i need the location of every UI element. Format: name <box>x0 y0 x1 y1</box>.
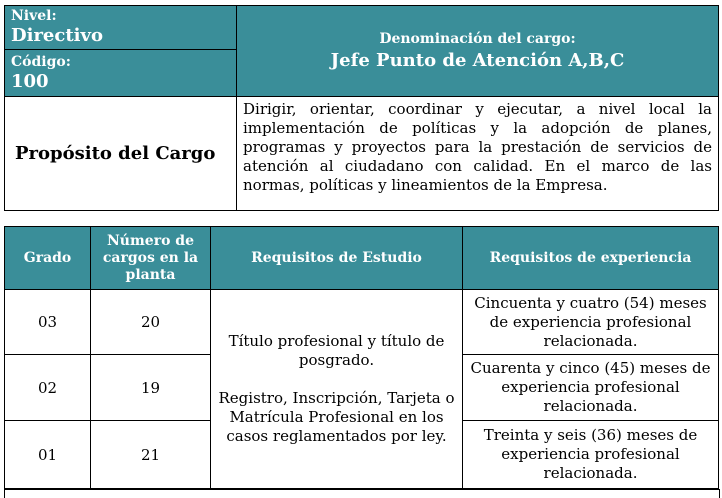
header-numero: Número de cargos en la planta <box>91 227 211 290</box>
proposito-text: Dirigir, orientar, coordinar y ejecutar, a nivel local la implementación de políticas y la adopción de planes, programas y proyectos para la prestación de servicios de atención al ciudadano con calidad. En el marco de las normas, políticas y lineamientos de la Empresa. <box>237 97 719 211</box>
header-experiencia: Requisitos de experiencia <box>463 227 719 290</box>
estudio-text-2: Registro, Inscripción, Tarjeta o Matrícula Profesional en los casos reglamentados por ley. <box>218 389 455 445</box>
experiencia-cell: Cincuenta y cuatro (54) meses de experiencia profesional relacionada. <box>463 290 719 355</box>
codigo-cell <box>5 50 237 97</box>
grado-cell: 03 <box>5 290 91 355</box>
nivel-label: Nivel: <box>11 8 57 24</box>
numero-cell: 21 <box>91 421 211 489</box>
estudio-cell <box>211 290 463 489</box>
grado-cell: 01 <box>5 421 91 489</box>
header-estudio: Requisitos de Estudio <box>211 227 463 290</box>
denominacion-value: Jefe Punto de Atención A,B,C <box>330 49 625 71</box>
denominacion-cell <box>237 6 719 97</box>
grado-cell: 02 <box>5 355 91 421</box>
numero-cell: 20 <box>91 290 211 355</box>
proposito-label: Propósito del Cargo <box>15 143 216 164</box>
experiencia-cell: Treinta y seis (36) meses de experiencia profesional relacionada. <box>463 421 719 489</box>
nivel-cell <box>5 6 237 50</box>
estudio-text-1: Título profesional y título de posgrado. <box>228 332 445 369</box>
header-grado: Grado <box>5 227 91 290</box>
cargo-header-table <box>4 5 719 211</box>
table-row <box>5 290 719 355</box>
codigo-label: Código: <box>11 53 71 70</box>
experiencia-cell: Cuarenta y cinco (45) meses de experiencia profesional relacionada. <box>463 355 719 421</box>
numero-cell: 19 <box>91 355 211 421</box>
codigo-value: 100 <box>11 70 49 92</box>
nivel-value: Directivo <box>11 25 103 46</box>
denominacion-label: Denominación del cargo: <box>379 30 576 47</box>
requisitos-table <box>4 226 719 489</box>
proposito-label-cell <box>5 97 237 211</box>
